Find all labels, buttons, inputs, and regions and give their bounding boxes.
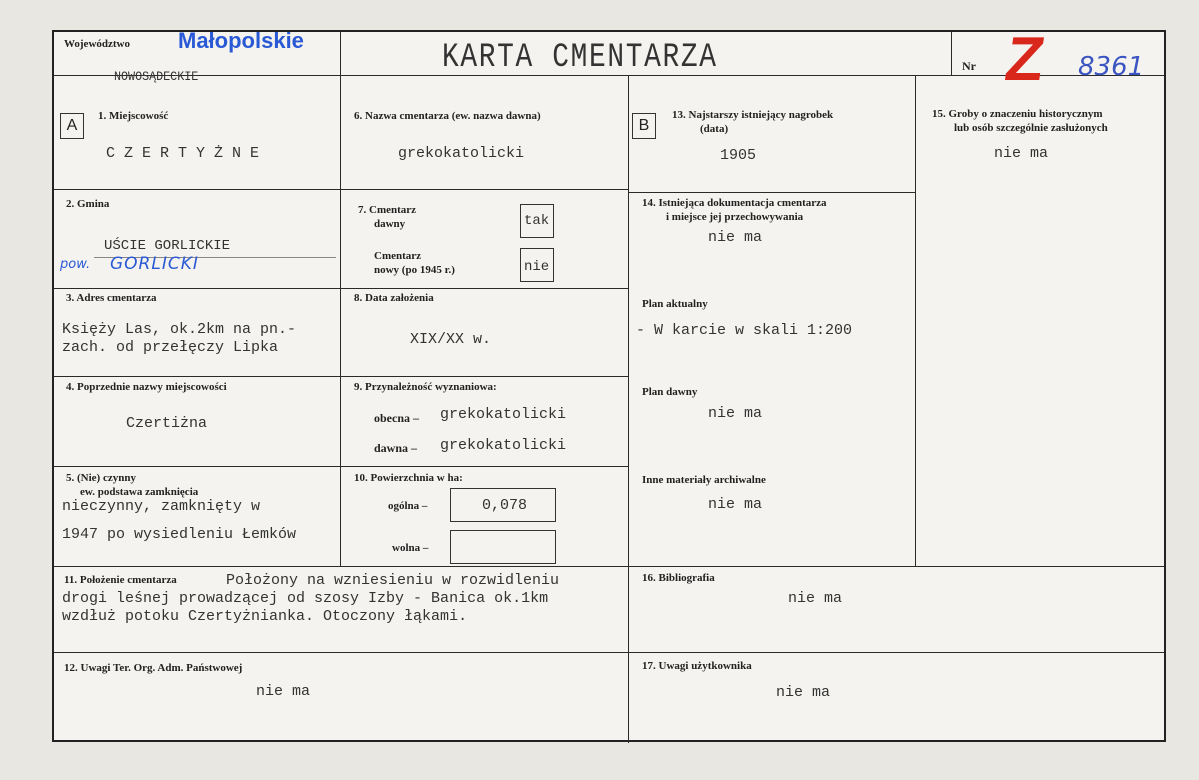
field-3-line2: zach. od przełęczy Lipka	[62, 339, 279, 356]
nr-letter: Z	[1001, 25, 1049, 94]
field-9-obecna-value: grekokatolicki	[440, 406, 567, 423]
field-17-value: nie ma	[776, 684, 831, 701]
field-11-line2: drogi leśnej prowadzącej od szosy Izby - Banica ok.1km	[62, 590, 549, 607]
cemetery-card	[52, 25, 1166, 742]
field-2-label: 2. Gmina	[66, 198, 110, 210]
divider-middle	[628, 75, 629, 743]
field-2-hand-value: GORLICKI	[110, 254, 199, 274]
field-7-label-b: dawny	[374, 218, 406, 230]
divider-a	[340, 32, 341, 566]
field-10-ogolna-value: 0,078	[482, 497, 528, 514]
card-title: KARTA CMENTARZA	[442, 39, 718, 77]
wojewodztwo-stamp: Małopolskie	[178, 28, 304, 53]
field-10-ogolna-label: ogólna –	[388, 500, 428, 512]
field-13-value: 1905	[720, 147, 757, 164]
field-14-label-b: i miejsce jej przechowywania	[666, 211, 804, 223]
wojewodztwo-value: NOWOSĄDECKIE	[114, 69, 199, 84]
field-14-value: nie ma	[708, 229, 763, 246]
field-11-line3: wzdłuż potoku Czertyżnianka. Otoczony łąkami.	[62, 608, 468, 625]
field-1-value: C Z E R T Y Ż N E	[106, 145, 260, 162]
b-row-line	[628, 192, 915, 193]
field-13-label-b: (data)	[700, 123, 729, 135]
field-9-dawna-value: grekokatolicki	[440, 437, 567, 454]
field-7-value-a: tak	[524, 213, 550, 229]
row-line-3	[54, 376, 629, 377]
field-12-label: 12. Uwagi Ter. Org. Adm. Państwowej	[64, 662, 243, 674]
field-7-value-b: nie	[524, 259, 550, 275]
nr-label: Nr	[962, 59, 976, 73]
wojewodztwo-label: Województwo	[64, 38, 130, 50]
field-12-value: nie ma	[256, 683, 311, 700]
field-2-value: UŚCIE GORLICKIE	[104, 238, 231, 254]
field-11-line1: Położony na wzniesieniu w rozwidleniu	[226, 572, 560, 589]
field-8-label: 8. Data założenia	[354, 292, 434, 304]
nr-number: 8361	[1078, 52, 1145, 82]
field-9-dawna-label: dawna –	[374, 441, 418, 455]
field-5-line1: nieczynny, zamknięty w	[62, 498, 261, 515]
field-15-value: nie ma	[994, 145, 1049, 162]
field-7-label-a: 7. Cmentarz	[358, 204, 417, 216]
field-7-label-c: Cmentarz	[374, 250, 422, 262]
field-6-label: 6. Nazwa cmentarza (ew. nazwa dawna)	[354, 110, 541, 122]
field-15-label-a: 15. Groby o znaczeniu historycznym	[932, 108, 1103, 120]
field-16-value: nie ma	[788, 590, 843, 607]
section-b-letter: B	[632, 113, 656, 139]
field-4-value: Czertiżna	[126, 415, 208, 432]
field-3-label: 3. Adres cmentarza	[66, 292, 157, 304]
field-11-label: 11. Położenie cmentarza	[64, 574, 177, 586]
field-5-line2: 1947 po wysiedleniu Łemków	[62, 526, 297, 543]
plan-aktualny-label: Plan aktualny	[642, 298, 708, 310]
field-16-label: 16. Bibliografia	[642, 572, 715, 584]
row-line-6	[54, 652, 1164, 653]
divider-nr	[951, 32, 952, 76]
divider-b	[915, 75, 916, 566]
field-15-label-b: lub osób szczególnie zasłużonych	[954, 122, 1108, 134]
field-4-label: 4. Poprzednie nazwy miejscowości	[66, 381, 227, 393]
field-8-value: XIX/XX w.	[410, 331, 492, 348]
field-1-label: 1. Miejscowość	[98, 110, 169, 122]
row-line-4	[54, 466, 629, 467]
row-line-5	[54, 566, 1164, 567]
field-5-sublabel: ew. podstawa zamknięcia	[80, 486, 199, 498]
field-10-wolna-label: wolna –	[392, 542, 429, 554]
field-10-wolna-box	[450, 530, 556, 564]
field-10-label: 10. Powierzchnia w ha:	[354, 472, 463, 484]
row-line-2	[54, 288, 629, 289]
field-7-label-d: nowy (po 1945 r.)	[374, 264, 455, 276]
plan-aktualny-value: - W karcie w skali 1:200	[636, 322, 853, 339]
plan-dawny-value: nie ma	[708, 405, 763, 422]
inne-label: Inne materiały archiwalne	[642, 474, 766, 486]
field-17-label: 17. Uwagi użytkownika	[642, 660, 752, 672]
field-9-obecna-label: obecna –	[374, 411, 419, 425]
field-6-value: grekokatolicki	[398, 145, 525, 162]
row-line-1	[54, 189, 629, 190]
field-5-label: 5. (Nie) czynny	[66, 472, 136, 484]
section-a-letter: A	[60, 113, 84, 139]
inne-value: nie ma	[708, 496, 763, 513]
field-13-label-a: 13. Najstarszy istniejący nagrobek	[672, 109, 834, 121]
field-3-line1: Księży Las, ok.2km na pn.-	[62, 321, 297, 338]
field-14-label-a: 14. Istniejąca dokumentacja cmentarza	[642, 197, 827, 209]
field-2-hand-prefix: pow.	[60, 257, 91, 272]
field-9-label: 9. Przynależność wyznaniowa:	[354, 381, 497, 393]
plan-dawny-label: Plan dawny	[642, 386, 698, 398]
